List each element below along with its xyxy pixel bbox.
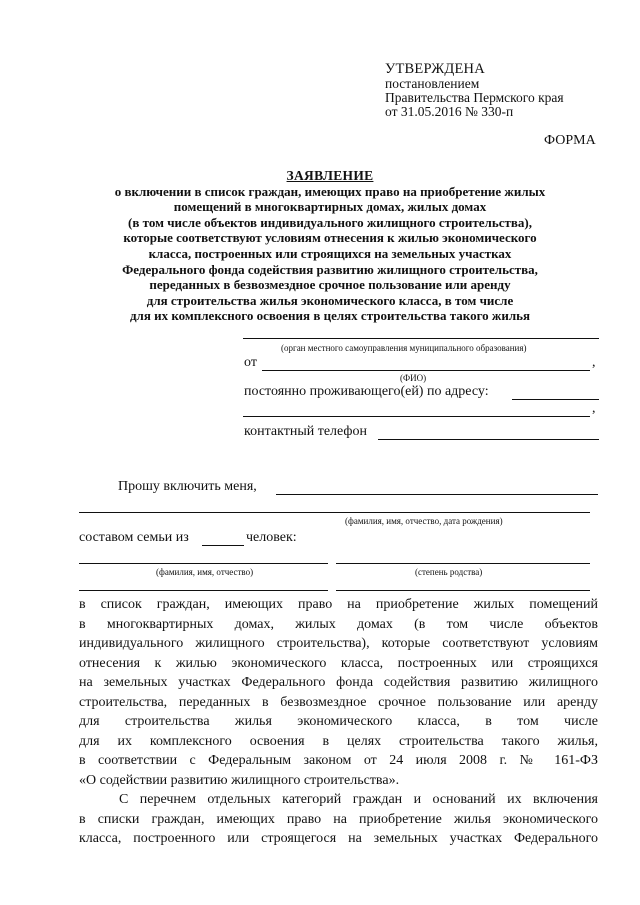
title-line: для строительства жилья экономического класса, в том числе xyxy=(146,292,514,308)
applicant-input-line[interactable] xyxy=(276,494,598,495)
title-line: для их комплексного освоения в целях строительства такого жилья xyxy=(129,308,531,324)
paragraph-line: «О содействии развитию жилищного строительства». xyxy=(79,772,400,788)
title-line: (в том числе объектов индивидуального жилищного строительства), xyxy=(128,214,532,230)
title-heading: ЗАЯВЛЕНИЕ xyxy=(286,168,374,183)
request-label: Прошу включить меня, xyxy=(118,479,257,494)
family-count-input-line[interactable] xyxy=(202,545,244,546)
family-prefix: составом семьи из xyxy=(79,530,189,545)
paragraph-line: в списки граждан, имеющих право на приобретение жилья экономического xyxy=(79,811,598,827)
body-paragraph-1 xyxy=(79,595,598,790)
address-comma: , xyxy=(592,401,596,416)
title-line: о включении в список граждан, имеющих право на приобретение жилых xyxy=(114,183,546,199)
paragraph-line: для их комплексного освоения в целях строительства такого жилья, xyxy=(79,733,598,749)
paragraph-line: на земельных участках Федерального фонда содействия развитию жилищного xyxy=(79,675,598,690)
member-relation-input-line-2[interactable] xyxy=(336,590,590,591)
address-input-line-1[interactable] xyxy=(512,399,599,400)
title-line: помещений в многоквартирных домах, жилых домах xyxy=(173,199,487,215)
approval-block xyxy=(385,62,625,119)
fio-caption: (ФИО) xyxy=(400,373,427,383)
fio-input-line[interactable] xyxy=(262,370,590,371)
approval-line: постановлением xyxy=(385,76,480,91)
authority-input-line[interactable] xyxy=(243,338,599,339)
member-relation-input-line[interactable] xyxy=(336,563,590,564)
paragraph-line: строительства, переданных в безвозмездное срочное пользование или аренду xyxy=(79,694,598,710)
body-paragraph-2 xyxy=(79,790,598,849)
member-name-input-line-2[interactable] xyxy=(79,590,328,591)
family-suffix: человек: xyxy=(246,530,297,545)
fio-comma: , xyxy=(592,355,596,370)
authority-caption: (орган местного самоуправления муниципального образования) xyxy=(281,343,527,353)
applicant-input-line-2[interactable] xyxy=(79,512,590,513)
approval-line: от 31.05.2016 № 330-п xyxy=(385,104,514,119)
member-name-input-line[interactable] xyxy=(79,563,328,564)
approval-line: Правительства Пермского края xyxy=(385,90,564,105)
residing-label: постоянно проживающего(ей) по адресу: xyxy=(244,384,489,399)
phone-input-line[interactable] xyxy=(378,439,599,440)
paragraph-line: отнесения к жилью экономического класса, построенных или строящихся xyxy=(79,655,598,671)
paragraph-line: для строительства жилья экономического класса, в том числе xyxy=(79,714,598,729)
from-label: от xyxy=(244,355,257,370)
title-line: переданных в безвозмездное срочное пользование или аренду xyxy=(149,277,511,293)
member-relation-caption: (степень родства) xyxy=(415,567,483,577)
title-line: класса, построенных или строящихся на земельных участках xyxy=(148,245,512,261)
paragraph-line: в многоквартирных домах, жилых домах (в том числе объектов xyxy=(79,616,598,632)
title-line: Федерального фонда содействия развитию жилищного строительства, xyxy=(122,261,538,277)
approval-heading: УТВЕРЖДЕНА xyxy=(385,61,485,77)
address-input-line-2[interactable] xyxy=(243,416,590,417)
document-title xyxy=(60,168,600,324)
title-line: которые соответствуют условиям отнесения к жилью экономического xyxy=(123,230,537,246)
paragraph-line: класса, построенного или строящегося на земельных участках Федерального xyxy=(79,831,598,846)
paragraph-line: С перечнем отдельных категорий граждан и оснований их включения xyxy=(119,792,598,807)
paragraph-line: в соответствии с Федеральным законом от 24 июля 2008 г. № 161-ФЗ xyxy=(79,753,598,768)
form-label: ФОРМА xyxy=(544,133,596,148)
paragraph-line: индивидуального жилищного строительства), которые соответствуют условиям xyxy=(79,636,598,651)
member-name-caption: (фамилия, имя, отчество) xyxy=(156,567,254,577)
paragraph-line: в список граждан, имеющих право на приобретение жилых помещений xyxy=(79,597,598,612)
person-caption: (фамилия, имя, отчество, дата рождения) xyxy=(345,516,503,526)
phone-label: контактный телефон xyxy=(244,424,367,439)
